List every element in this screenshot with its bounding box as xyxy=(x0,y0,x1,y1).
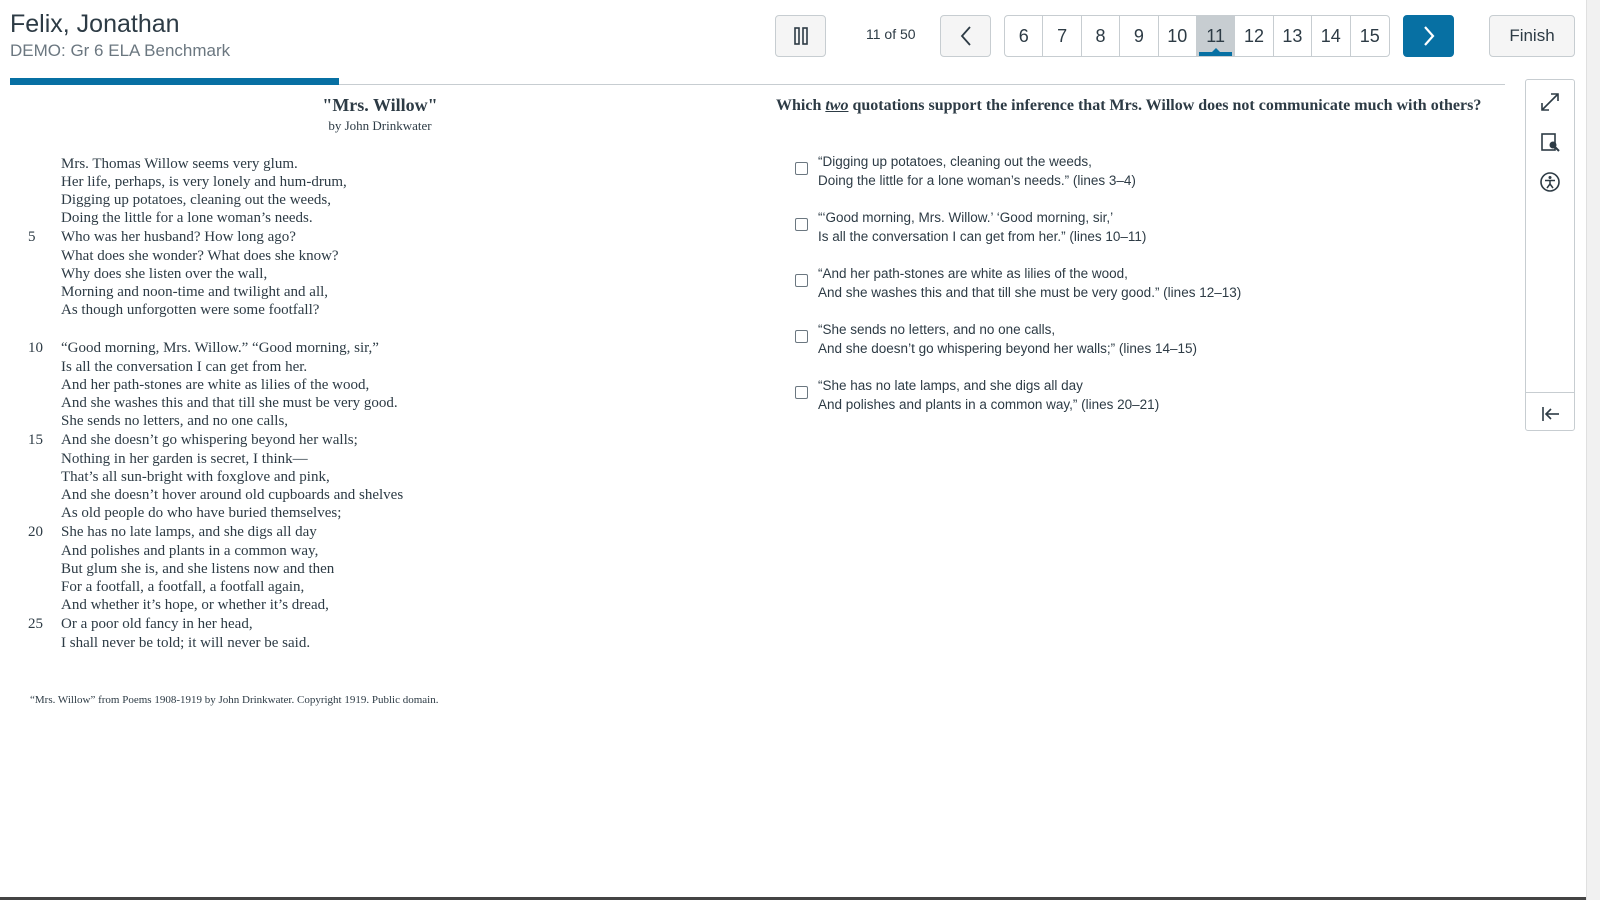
line-text: And her path-stones are white as lilies of the wood, xyxy=(61,377,370,393)
poem-line xyxy=(28,578,748,596)
poem-line xyxy=(28,468,748,486)
line-text: That’s all sun-bright with foxglove and pink, xyxy=(61,469,330,485)
choice-checkbox[interactable] xyxy=(795,218,808,231)
poem-line xyxy=(28,634,748,652)
page-button-13[interactable]: 13 xyxy=(1274,16,1312,56)
poem-line xyxy=(28,596,748,614)
page-button-7[interactable]: 7 xyxy=(1043,16,1081,56)
line-text: Morning and noon-time and twilight and all, xyxy=(61,284,329,300)
choice-text xyxy=(818,376,1159,414)
choice-text xyxy=(818,208,1146,246)
question-prompt xyxy=(776,97,1496,115)
page-button-10[interactable]: 10 xyxy=(1159,16,1197,56)
tools-divider xyxy=(1526,392,1574,393)
line-text: What does she wonder? What does she know? xyxy=(61,248,339,264)
page-button-9[interactable]: 9 xyxy=(1120,16,1158,56)
poem-line xyxy=(28,155,748,173)
line-text: Mrs. Thomas Willow seems very glum. xyxy=(61,156,298,172)
line-text: And she doesn’t hover around old cupboards and shelves xyxy=(61,487,404,503)
poem-line xyxy=(28,376,748,394)
poem-line xyxy=(28,265,748,283)
page-button-14[interactable]: 14 xyxy=(1312,16,1350,56)
previous-question-button[interactable] xyxy=(940,15,991,57)
choice-line-1: “And her path-stones are white as lilies of the wood, xyxy=(818,266,1128,281)
passage-author: by John Drinkwater xyxy=(328,118,432,133)
line-text: Her life, perhaps, is very lonely and hum-drum, xyxy=(61,174,347,190)
choice-line-1: “‘Good morning, Mrs. Willow.’ ‘Good morning, sir,’ xyxy=(818,210,1114,225)
question-suffix: quotations support the inference that Mrs. Willow does not communicate much with others? xyxy=(848,97,1482,114)
poem-line xyxy=(28,283,748,301)
line-text: Why does she listen over the wall, xyxy=(61,266,268,282)
collapse-panel-icon[interactable] xyxy=(1536,400,1564,428)
poem-line xyxy=(28,430,748,450)
question-pager xyxy=(1004,15,1390,57)
page-button-6[interactable]: 6 xyxy=(1005,16,1043,56)
line-number: 10 xyxy=(28,340,43,356)
line-text: Nothing in her garden is secret, I think— xyxy=(61,451,308,467)
student-name: Felix, Jonathan xyxy=(10,10,180,38)
stanza-gap xyxy=(28,319,748,338)
line-number: 5 xyxy=(28,229,36,245)
line-text: And she washes this and that till she must be very good. xyxy=(61,395,398,411)
answer-choice[interactable] xyxy=(795,264,1495,302)
poem-line xyxy=(28,247,748,265)
choice-line-2: And she washes this and that till she must be very good.” (lines 12–13) xyxy=(818,285,1242,300)
choice-text xyxy=(818,152,1136,190)
line-number: 20 xyxy=(28,524,43,540)
poem-line xyxy=(28,358,748,376)
line-text: She has no late lamps, and she digs all day xyxy=(61,524,317,540)
line-text: Digging up potatoes, cleaning out the weeds, xyxy=(61,192,331,208)
line-text: I shall never be told; it will never be said. xyxy=(61,635,311,651)
page-button-8[interactable]: 8 xyxy=(1082,16,1120,56)
passage-title: "Mrs. Willow" xyxy=(322,95,438,115)
poem xyxy=(28,155,748,652)
poem-line xyxy=(28,173,748,191)
line-text: And polishes and plants in a common way, xyxy=(61,543,319,559)
choice-text xyxy=(818,320,1197,358)
page-button-11[interactable]: 11 xyxy=(1197,16,1235,56)
choice-line-2: Is all the conversation I can get from her.” (lines 10–11) xyxy=(818,229,1147,244)
line-text: And she doesn’t go whispering beyond her walls; xyxy=(61,432,358,448)
answer-choice[interactable] xyxy=(795,152,1495,190)
scrollbar[interactable] xyxy=(1586,0,1600,900)
next-question-button[interactable] xyxy=(1403,15,1454,57)
poem-line xyxy=(28,191,748,209)
poem-line xyxy=(28,394,748,412)
answer-choice[interactable] xyxy=(795,320,1495,358)
line-text: Is all the conversation I can get from her. xyxy=(61,359,308,375)
poem-line xyxy=(28,486,748,504)
poem-line xyxy=(28,412,748,430)
poem-line xyxy=(28,227,748,247)
poem-line xyxy=(28,614,748,634)
poem-line xyxy=(28,301,748,319)
line-text: “Good morning, Mrs. Willow.” “Good morning, sir,” xyxy=(61,340,379,356)
pause-icon xyxy=(793,27,809,45)
choice-text xyxy=(818,264,1241,302)
choice-line-2: And polishes and plants in a common way,” (lines 20–21) xyxy=(818,397,1160,412)
question-counter: 11 of 50 xyxy=(866,26,916,42)
line-text: Who was her husband? How long ago? xyxy=(61,229,296,245)
question-prefix: Which xyxy=(776,97,826,114)
copyright-note: “Mrs. Willow” from Poems 1908-1919 by John Drinkwater. Copyright 1919. Public domain. xyxy=(30,694,439,706)
choice-checkbox[interactable] xyxy=(795,386,808,399)
choice-line-2: And she doesn’t go whispering beyond her walls;” (lines 14–15) xyxy=(818,341,1197,356)
line-text: Or a poor old fancy in her head, xyxy=(61,616,253,632)
choice-checkbox[interactable] xyxy=(795,330,808,343)
poem-line xyxy=(28,209,748,227)
choice-line-1: “She sends no letters, and no one calls, xyxy=(818,322,1056,337)
progress-bar xyxy=(10,78,339,85)
question-emphasis: two xyxy=(825,97,849,114)
line-text: She sends no letters, and no one calls, xyxy=(61,413,289,429)
line-text: But glum she is, and she listens now and then xyxy=(61,561,335,577)
accessibility-icon[interactable] xyxy=(1536,168,1564,196)
line-text: And whether it’s hope, or whether it’s dread, xyxy=(61,597,329,613)
choice-line-1: “Digging up potatoes, cleaning out the weeds, xyxy=(818,154,1092,169)
line-text: For a footfall, a footfall, a footfall again, xyxy=(61,579,305,595)
answer-choice[interactable] xyxy=(795,208,1495,246)
test-name: DEMO: Gr 6 ELA Benchmark xyxy=(10,41,231,60)
tools-panel xyxy=(1525,79,1575,431)
line-number: 25 xyxy=(28,616,43,632)
answer-choice[interactable] xyxy=(795,376,1495,414)
poem-line xyxy=(28,450,748,468)
choice-checkbox[interactable] xyxy=(795,162,808,175)
page-button-12[interactable]: 12 xyxy=(1235,16,1273,56)
poem-line xyxy=(28,522,748,542)
choice-line-1: “She has no late lamps, and she digs all day xyxy=(818,378,1083,393)
poem-line xyxy=(28,504,748,522)
choice-checkbox[interactable] xyxy=(795,274,808,287)
chevron-right-icon xyxy=(1422,25,1436,47)
line-number: 15 xyxy=(28,432,43,448)
poem-line xyxy=(28,560,748,578)
expand-icon[interactable] xyxy=(1536,88,1564,116)
poem-line xyxy=(28,542,748,560)
choice-line-2: Doing the little for a lone woman’s needs.” (lines 3–4) xyxy=(818,173,1136,188)
page-button-15[interactable]: 15 xyxy=(1359,25,1380,46)
line-text: As though unforgotten were some footfall? xyxy=(61,302,320,318)
line-reader-icon[interactable] xyxy=(1536,128,1564,156)
finish-button[interactable]: Finish xyxy=(1489,15,1575,57)
chevron-left-icon xyxy=(959,25,973,47)
line-text: As old people do who have buried themselves; xyxy=(61,505,342,521)
line-text: Doing the little for a lone woman’s needs. xyxy=(61,210,313,226)
poem-line xyxy=(28,338,748,358)
pause-button[interactable] xyxy=(775,15,826,57)
